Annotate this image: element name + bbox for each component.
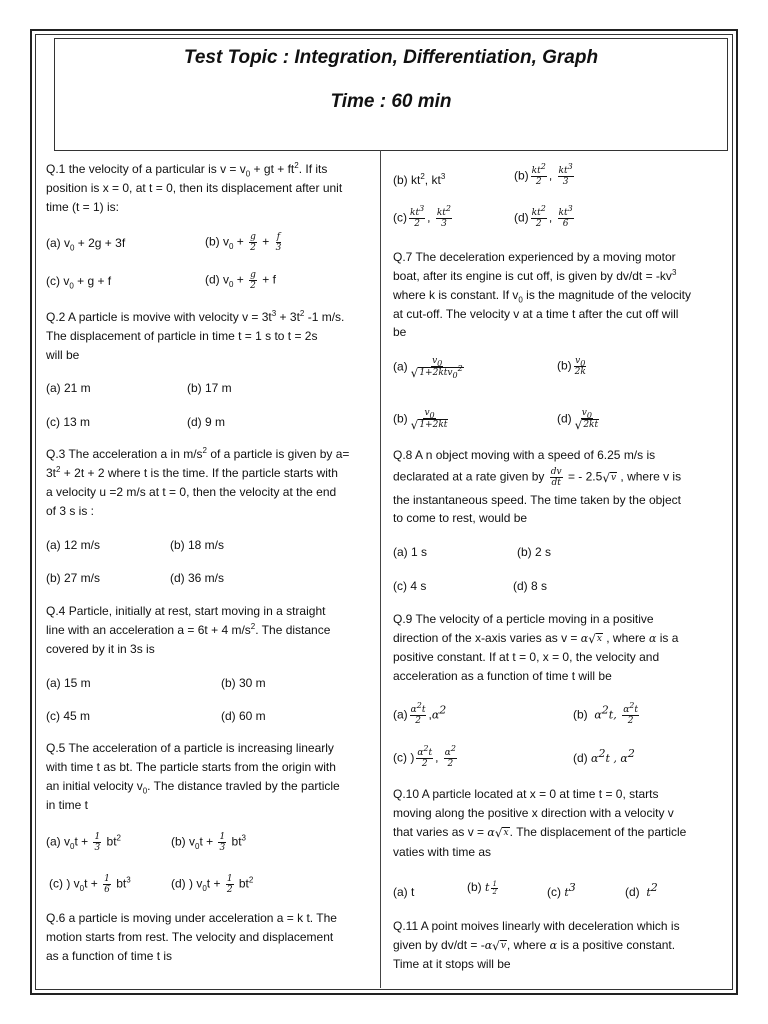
q7-text: The deceleration experienced by a moving motor: [415, 250, 676, 264]
q1-sub: 0: [245, 169, 251, 179]
q6-option-c[interactable]: [393, 204, 454, 229]
opt-sup: 2: [248, 875, 254, 885]
q3-line-4: of 3 s is :: [46, 504, 95, 518]
opt-text: ,: [428, 707, 432, 722]
q5-option-d[interactable]: [171, 874, 253, 895]
alpha: α: [591, 752, 599, 765]
q1-text: the velocity of a particular is v = v: [68, 162, 246, 176]
opt-text: (a): [393, 707, 408, 722]
q10-option-a[interactable]: (a) t: [393, 885, 415, 899]
q2-line-1: [46, 308, 344, 327]
opt-sup: 2: [650, 881, 658, 894]
fraction: $\frac{kt^3}{6}$: [558, 204, 573, 229]
q7-line-4: at cut-off. The velocity v at a time t after the cut off will: [393, 307, 679, 321]
opt-sup: 2: [598, 747, 606, 760]
test-time: Time : 60 min: [330, 91, 452, 112]
opt-text: bt: [112, 876, 127, 891]
q5-line-3: [46, 777, 340, 796]
opt-text: t +: [199, 834, 217, 849]
opt-sub: 0: [79, 884, 85, 894]
q10-option-c[interactable]: [547, 881, 576, 900]
opt-text: (a) v: [46, 236, 70, 250]
q3-option-d[interactable]: (d) 36 m/s: [170, 571, 225, 585]
fraction: $\frac{kt^2}{2}$: [531, 204, 546, 229]
fraction: $\frac{kt^2}{2}$: [531, 162, 546, 187]
q7-line-1: [393, 248, 676, 267]
q6-option-a[interactable]: [393, 173, 445, 187]
q11-label: Q.11: [393, 919, 419, 933]
opt-text: +: [258, 234, 273, 249]
q1-sup: 2: [294, 161, 299, 170]
q7-text: is the magnitude of the velocity: [522, 288, 691, 302]
opt-text: (d) v: [205, 272, 229, 287]
opt-text: +: [233, 272, 248, 287]
q1-text: + gt + ft: [250, 162, 295, 176]
q3-line-3: a velocity u =2 m/s at t = 0, then the velocity at the end: [46, 485, 337, 499]
q6-text: a particle is moving under acceleration a = k t. The: [65, 911, 337, 925]
q7-text: where k is constant. If v: [393, 288, 519, 302]
opt-sup: 2: [439, 703, 447, 717]
opt-text: (b): [573, 707, 588, 722]
opt-sup: 2: [627, 747, 635, 760]
q6-line-2: motion starts from rest. The velocity and displacement: [46, 930, 334, 944]
opt-text: ,: [427, 210, 434, 225]
q9-option-a[interactable]: [393, 701, 447, 726]
alpha: α: [431, 708, 440, 722]
q9-label: Q.9: [393, 612, 413, 626]
fraction: $\frac{kt^3}{3}$: [558, 162, 573, 187]
opt-text: t +: [206, 876, 224, 891]
q7-line-2: [393, 267, 676, 286]
alpha: α: [620, 752, 628, 765]
fraction: $\frac{1}{3}$: [219, 832, 226, 853]
q10-line-3: [393, 823, 686, 842]
q10-option-d[interactable]: [625, 881, 658, 900]
q4-line-2: [46, 621, 330, 640]
q6-label: Q.6: [46, 911, 66, 925]
header-box: [54, 38, 728, 151]
q2-line-3: will be: [46, 348, 80, 362]
q3-text: 3t: [46, 466, 57, 480]
q7-option-a[interactable]: [393, 356, 467, 379]
q8-text: = - 2.5: [564, 469, 603, 484]
q5-line-1: [46, 739, 334, 758]
q11-text: given by dv/dt = -: [393, 938, 485, 952]
fraction: $\frac{dv}{dt}$: [550, 467, 562, 488]
q2-text: A particle is movive with velocity v = 3t: [68, 310, 272, 324]
opt-text: +: [233, 234, 248, 249]
opt-text: bt: [235, 876, 249, 891]
opt-text: (d): [514, 210, 529, 225]
q1-option-d[interactable]: [205, 270, 276, 291]
opt-text: , kt: [424, 173, 441, 187]
opt-sub: 0: [69, 281, 74, 291]
q1-option-b[interactable]: [205, 232, 284, 253]
q3-option-b[interactable]: (b) 18 m/s: [170, 538, 225, 552]
q5-sub: 0: [142, 786, 148, 796]
q7-option-b[interactable]: [557, 356, 589, 377]
q11-text: A point moives linearly with deceleration which is: [420, 919, 680, 933]
opt-text: (c): [393, 210, 407, 225]
q9-text: is a: [656, 631, 679, 645]
q10-option-b[interactable]: [467, 880, 500, 896]
opt-sup: 3: [126, 875, 131, 885]
q4-sup: 2: [250, 622, 256, 631]
fraction: $\frac{1}{6}$: [104, 874, 110, 895]
q10-label: Q.10: [393, 787, 420, 801]
opt-text: t +: [84, 876, 102, 891]
q3-line-2: [46, 464, 338, 483]
sqrt: √ 1+2kt: [410, 418, 448, 432]
q9-text: The velocity of a perticle moving in a positive: [415, 612, 654, 626]
q4-line-3: covered by it in 3s is: [46, 642, 155, 656]
q4-label: Q.4: [46, 604, 66, 618]
alpha: α: [594, 708, 602, 722]
q1-option-a[interactable]: [46, 236, 126, 253]
sqrt: √ v: [602, 470, 617, 485]
opt-text: (b): [393, 411, 408, 426]
q7-option-d[interactable]: [557, 408, 602, 431]
opt-text: (b): [514, 168, 529, 183]
q11-line-3: Time at it stops will be: [393, 957, 511, 971]
opt-sub: 0: [229, 280, 234, 290]
q7-sub: 0: [518, 295, 523, 305]
q9-line-3: positive constant. If at t = 0, x = 0, the velocity and: [393, 650, 660, 664]
opt-text: (b) v: [205, 234, 229, 249]
q11-line-2: [393, 936, 675, 955]
q10-line-2: moving along the positive x direction with a velocity v: [393, 806, 674, 820]
q1-option-c[interactable]: [46, 274, 112, 291]
q9-line-1: [393, 610, 654, 629]
q11-line-1: [393, 917, 680, 936]
q1-line-3: time (t = 1) is:: [46, 200, 120, 214]
q5-option-c[interactable]: [49, 874, 131, 895]
q2-option-b[interactable]: (b) 17 m: [187, 381, 232, 395]
q7-text: boat, after its engine is cut off, is given by dv/dt = -kv: [393, 269, 672, 283]
opt-text: t +: [74, 834, 92, 849]
q5-option-a[interactable]: [46, 832, 121, 853]
opt-text: bt: [103, 834, 117, 849]
q2-text: -1 m/s.: [304, 310, 345, 324]
alpha: α: [487, 826, 495, 839]
fraction: $\frac{1}{3}$: [94, 832, 101, 853]
q2-option-d[interactable]: (d) 9 m: [187, 415, 226, 429]
fraction: $v_0$ √ 1+2kt: [410, 408, 448, 432]
q3-option-a[interactable]: (a) 12 m/s: [46, 538, 101, 552]
q2-sup: 2: [299, 309, 305, 318]
q10-line-1: [393, 785, 658, 804]
q1-line-2: position is x = 0, at t = 0, then its displacement after unit: [46, 181, 343, 195]
q9-text: direction of the x-axis varies as v =: [393, 631, 581, 645]
opt-text: (d): [573, 751, 588, 765]
q7-label: Q.7: [393, 250, 413, 264]
q5-text: The acceleration of a particle is increasing linearly: [68, 741, 334, 755]
q6-option-d[interactable]: [514, 204, 576, 229]
q11-text: is a positive constant.: [557, 938, 676, 952]
fraction: $\frac{\alpha^2t}{2}$: [417, 744, 433, 769]
q9-text: , where: [602, 631, 649, 645]
q4-text: Particle, initially at rest, start moving in a straight: [68, 604, 326, 618]
q11-text: , where: [506, 938, 550, 952]
opt-sup: 3: [568, 881, 576, 894]
fraction: $v_0$ √ 1+2ktv$_0^2$: [410, 356, 463, 380]
opt-text: (b) kt: [393, 173, 421, 187]
q5-line-2: with time t as bt. The particle starts from the origin with: [46, 760, 336, 774]
q8-line-1: [393, 446, 655, 465]
opt-text: ,: [435, 750, 442, 765]
column-divider: [380, 150, 381, 988]
q2-label: Q.2: [46, 310, 66, 324]
q4-text: line with an acceleration a = 6t + 4 m/s: [46, 623, 251, 637]
alpha: α: [580, 632, 589, 645]
q3-label: Q.3: [46, 447, 66, 461]
q3-text: + 2t + 2 where t is the time. If the particle starts with: [60, 466, 338, 480]
q3-line-1: [46, 445, 349, 464]
fraction: $v_0$ √ 2kt: [574, 408, 599, 432]
fraction: $\frac{kt^3}{2}$: [410, 204, 425, 229]
opt-sup: 2: [420, 172, 425, 181]
fraction: $\frac{g}{2}$: [250, 270, 256, 291]
q4-line-1: [46, 602, 325, 621]
opt-sub: 0: [70, 842, 75, 852]
opt-text: bt: [228, 834, 242, 849]
q3-sup: 2: [202, 446, 207, 455]
alpha: α: [648, 632, 657, 645]
opt-sub: 0: [195, 842, 200, 852]
sqrt: √ 2kt: [574, 418, 599, 432]
sqrt: √ x: [494, 825, 509, 840]
q7-line-5: be: [393, 325, 407, 339]
q10-line-4: vaties with time as: [393, 845, 492, 859]
fraction: $\frac{\alpha^2t}{2}$: [410, 701, 426, 726]
q7-line-3: [393, 286, 691, 305]
opt-text: (d): [557, 411, 572, 426]
q1-line-1: [46, 160, 327, 179]
q1-label: Q.1: [46, 162, 66, 176]
test-title: Test Topic : Integration, Differentiation, Graph: [183, 47, 599, 68]
opt-text: (c): [547, 885, 561, 899]
opt-sub: 0: [70, 243, 75, 253]
opt-text: (b): [557, 358, 572, 373]
opt-text: + g + f: [73, 274, 112, 288]
q4-option-a[interactable]: (a) 15 m: [46, 676, 91, 690]
q4-option-d[interactable]: (d) 60 m: [221, 709, 266, 723]
sqrt: √ x: [588, 631, 602, 646]
q9-line-2: [393, 629, 678, 648]
q3-sup: 2: [56, 465, 61, 474]
q5-label: Q.5: [46, 741, 66, 755]
q8-option-c[interactable]: (c) 4 s: [393, 579, 427, 593]
opt-sup: 2: [601, 703, 609, 717]
opt-sup: 2: [116, 833, 121, 843]
q8-line-4: to come to rest, would be: [393, 511, 528, 525]
opt-text: t: [564, 886, 569, 899]
fraction: $\frac{g}{2}$: [250, 232, 256, 253]
opt-text: t: [646, 886, 651, 899]
fraction: $\frac{kt^2}{3}$: [436, 204, 452, 229]
opt-text: ,: [548, 210, 556, 225]
fraction: $\frac{1}{2}$: [226, 874, 233, 895]
q3-text: The acceleration a in m/s: [68, 447, 203, 461]
q8-option-d[interactable]: (d) 8 s: [513, 579, 548, 593]
q2-option-c[interactable]: (c) 13 m: [46, 415, 91, 429]
q9-option-c[interactable]: [393, 744, 459, 769]
opt-text: (d) ) v: [171, 876, 203, 891]
q9-option-d[interactable]: [573, 747, 635, 766]
q2-option-a[interactable]: (a) 21 m: [46, 381, 91, 395]
q8-option-a[interactable]: (a) 1 s: [393, 545, 428, 559]
q5-line-4: in time t: [46, 798, 89, 812]
opt-text: (a): [393, 359, 408, 374]
q8-text: , where v is: [617, 469, 682, 484]
opt-text: + 2g + 3f: [74, 236, 126, 250]
alpha: α: [484, 939, 493, 952]
fraction: 1 2: [492, 880, 497, 896]
q2-sup: 3: [271, 309, 277, 318]
q4-text: . The distance: [255, 623, 331, 637]
fraction: $\frac{\alpha^2t}{2}$: [623, 701, 638, 726]
fraction: $\frac{f}{3}$: [275, 232, 282, 253]
sqrt: √ 1+2ktv$_0^2$: [410, 364, 463, 380]
q5-text: an initial velocity v: [46, 779, 143, 793]
opt-text: (c) ) v: [49, 876, 80, 891]
sqrt: √ v: [492, 938, 506, 953]
q9-option-b[interactable]: [573, 701, 641, 726]
q6-line-1: [46, 909, 337, 928]
opt-text: (c) v: [46, 274, 70, 288]
q1-text: . If its: [298, 162, 328, 176]
q9-line-4: acceleration as a function of time t will be: [393, 669, 612, 683]
q2-text: + 3t: [276, 310, 300, 324]
q8-label: Q.8: [393, 448, 413, 462]
opt-sub: 0: [202, 884, 207, 894]
q3-text: of a particle is given by a=: [206, 447, 350, 461]
q10-text: A particle located at x = 0 at time t = 0, starts: [421, 787, 659, 801]
q5-text: . The distance travled by the particle: [147, 779, 340, 793]
q4-option-c[interactable]: (c) 45 m: [46, 709, 91, 723]
q2-line-2: The displacement of particle in time t = 1 s to t = 2s: [46, 329, 318, 343]
q8-text: A n object moving with a speed of 6.25 m/s is: [415, 448, 656, 462]
q6-line-3: as a function of time t is: [46, 949, 173, 963]
fraction: $\frac{v_0}{2k}$: [574, 356, 586, 377]
opt-text: ,: [548, 168, 556, 183]
opt-text: t ,: [605, 752, 621, 765]
opt-text: + f: [258, 272, 276, 287]
q3-option-c[interactable]: (b) 27 m/s: [46, 571, 101, 585]
q8-option-b[interactable]: (b) 2 s: [517, 545, 552, 559]
fraction: $\frac{\alpha^2}{2}$: [444, 744, 456, 769]
alpha: α: [549, 939, 558, 952]
opt-text: (b): [467, 880, 482, 894]
q7-option-c[interactable]: [393, 408, 451, 431]
opt-text: (d): [625, 885, 640, 899]
q8-line-3: the instantaneous speed. The time taken by the object: [393, 493, 681, 507]
opt-text: (a) v: [46, 834, 70, 849]
q4-option-b[interactable]: (b) 30 m: [221, 676, 266, 690]
q8-text: declarated at a rate given by: [393, 469, 548, 484]
q10-text: . The displacement of the particle: [509, 825, 687, 839]
opt-sup: 3: [440, 172, 446, 181]
q7-sup: 3: [671, 268, 677, 277]
opt-text: t,: [608, 708, 621, 722]
opt-sup: 3: [241, 833, 246, 843]
q10-text: that varies as v =: [393, 825, 488, 839]
opt-text: (b) v: [171, 834, 195, 849]
q5-option-b[interactable]: [171, 832, 246, 853]
q8-line-2: [393, 467, 681, 488]
opt-sub: 0: [229, 242, 234, 252]
opt-text: t: [485, 881, 490, 894]
opt-text: (c) ): [393, 750, 415, 765]
q6-option-b[interactable]: [514, 162, 576, 187]
